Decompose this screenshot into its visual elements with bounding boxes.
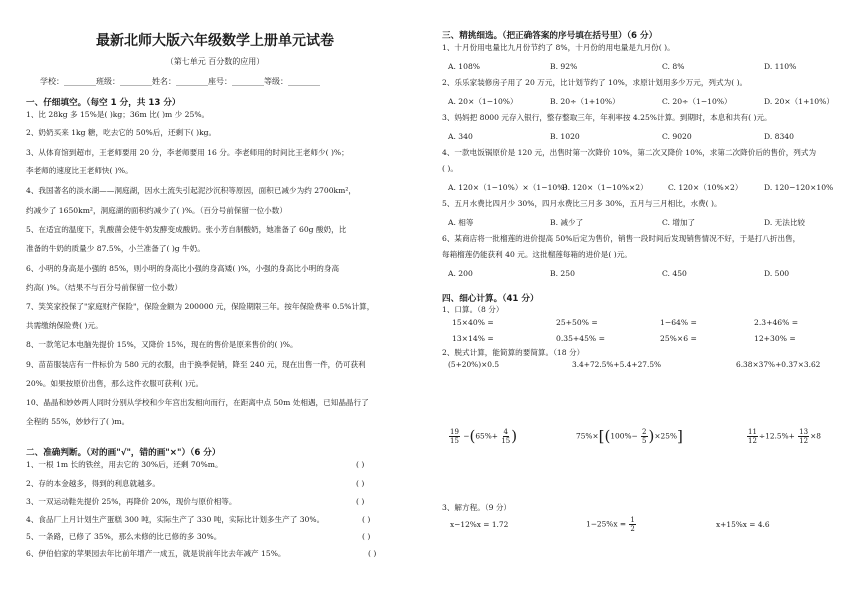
equation-2: 1−25%x = $\frac{1}{2}$ bbox=[586, 516, 635, 533]
answer-paren[interactable]: ( ) bbox=[356, 497, 365, 506]
s1-line: 7、笑笑家投保了"家庭财产保险"，保险金额为 200000 元，保险期限三年。按年保险费率 0.5%计算， bbox=[26, 302, 375, 311]
s3-question: 2、乐乐家装修房子用了 20 万元，比计划节约了 10%，求原计划用多少万元，列式为( )。 bbox=[442, 78, 748, 87]
s1-line: 共需缴纳保险费( )元。 bbox=[26, 321, 103, 330]
s2-item: 5、一条路，已修了 35%，那么未修的比已修的多 30%。 bbox=[26, 532, 222, 541]
page-title: 最新北师大版六年级数学上册单元试卷 bbox=[96, 33, 334, 49]
s3-option[interactable]: B. 1020 bbox=[550, 132, 580, 141]
s1-line: 全程的 55%，妙妙行了( )m。 bbox=[26, 417, 130, 426]
s3-question: 6、某商店将一批榴莲的进价提高 50%后定为售价，销售一段时间后发现销售情况不好，于是打八折出售， bbox=[442, 234, 801, 243]
oral-item: 0.35+45% = bbox=[556, 334, 605, 343]
calc-expr-1: (5+20%)×0.5 bbox=[448, 360, 500, 369]
oral-item: 1−64% = bbox=[660, 318, 697, 327]
calc-expr-3: 6.38×37%+0.37×3.62 bbox=[736, 360, 821, 369]
s2-item: 6、伊伯伯家的苹果园去年比前年增产一成五，就是说前年比去年减产 15%。 bbox=[26, 549, 286, 558]
s3-question: 5、五月水费比四月少 30%，四月水费比三月多 30%，五月与三月相比，水费( )。 bbox=[442, 199, 722, 208]
section2-heading: 二、准确判断。（对的画"√"，错的画"×"）（6 分） bbox=[26, 448, 221, 458]
section4-heading: 四、细心计算。（41 分） bbox=[442, 294, 539, 304]
s1-line: 1、比 28kg 多 15%是( )kg；36m 比( )m 少 25%。 bbox=[26, 110, 210, 119]
s3-option[interactable]: C. 8% bbox=[662, 62, 685, 71]
s1-line: 3、从体育馆到超市，王老师要用 20 分，李老师要用 16 分。李老师用的时间比王老师少( )%； bbox=[26, 148, 349, 157]
s3-option[interactable]: A. 340 bbox=[448, 132, 473, 141]
answer-paren[interactable]: ( ) bbox=[362, 515, 371, 524]
recursive-label: 2、脱式计算，能简算的要简算。（18 分） bbox=[442, 348, 585, 357]
calc-expr-4: $\frac{19}{15}$ −(65%+ $\frac{4}{15}$ ) bbox=[450, 427, 518, 445]
fraction: $\frac{19}{15}$ bbox=[450, 428, 459, 445]
equation-3: x+15%x = 4.6 bbox=[716, 520, 770, 529]
s3-option[interactable]: C. 450 bbox=[662, 269, 687, 278]
s1-line: 2、奶奶买来 1kg 糖，吃去它的 50%后，还剩下( )kg。 bbox=[26, 128, 217, 137]
answer-paren[interactable]: ( ) bbox=[362, 532, 371, 541]
s3-option[interactable]: D. 500 bbox=[764, 269, 790, 278]
calc-expr-2: 3.4+72.5%+5.4+27.5% bbox=[572, 360, 662, 369]
s2-item: 4、食品厂上月计划生产蛋糕 300 吨，实际生产了 330 吨，实际比计划多生产了 30%。 bbox=[26, 515, 325, 524]
calc-expr-5: 75%×[(100%− $\frac{2}{5}$ )×25%] bbox=[576, 427, 683, 445]
s3-option[interactable]: A. 20×（1−10%） bbox=[448, 97, 518, 106]
fraction: $\frac{1}{2}$ bbox=[630, 516, 635, 533]
oral-item: 12+30% = bbox=[754, 334, 796, 343]
fraction: $\frac{4}{15}$ bbox=[501, 428, 511, 445]
s2-item: 2、存的本金越多，得到的利息就越多。 bbox=[26, 479, 160, 488]
s3-question: 3、妈妈把 8000 元存入银行，整存整取三年，年利率按 4.25%计算。到期时，本息和共有( )元。 bbox=[442, 113, 772, 122]
oral-item: 2.3+46% = bbox=[754, 318, 799, 327]
oral-item: 15×40% = bbox=[452, 318, 494, 327]
s1-line: 李老师的速度比王老师快( )%。 bbox=[26, 166, 133, 175]
s3-question-cont: 每箱榴莲仍能获利 40 元。这批榴莲每箱的进价是( )元。 bbox=[442, 250, 632, 259]
s3-option[interactable]: B. 250 bbox=[550, 269, 575, 278]
s1-line: 6、小明的身高是小强的 85%，则小明的身高比小强的身高矮( )%，小强的身高比小明的身高 bbox=[26, 264, 340, 273]
s1-line: 准备的牛奶的质量少 87.5%，小兰准备了( )g 牛奶。 bbox=[26, 244, 205, 253]
calc-expr-6: $\frac{11}{12}$ ÷12.5%+ $\frac{13}{12}$ ×8 bbox=[748, 428, 821, 445]
section1-heading: 一、仔细填空。（每空 1 分，共 13 分） bbox=[26, 98, 181, 108]
s3-option[interactable]: C. 120×（10%×2） bbox=[668, 183, 743, 192]
oral-item: 13×14% = bbox=[452, 334, 494, 343]
oral-item: 25+50% = bbox=[556, 318, 598, 327]
equation-1: x−12%x = 1.72 bbox=[450, 520, 509, 529]
s1-line: 约高( )%。（结果不与百分号前保留一位小数） bbox=[26, 283, 183, 292]
s3-option[interactable]: C. 增加了 bbox=[662, 218, 696, 227]
fraction: $\frac{11}{12}$ bbox=[748, 428, 757, 445]
s3-option[interactable]: A. 120×（1−10%）×（1−10%） bbox=[448, 183, 573, 192]
s3-option[interactable]: D. 20×（1+10%） bbox=[764, 97, 834, 106]
fraction: $\frac{13}{12}$ bbox=[799, 428, 809, 445]
s3-option[interactable]: B. 120×（1−10%×2） bbox=[562, 183, 648, 192]
oral-item: 25%×6 = bbox=[660, 334, 697, 343]
s3-option[interactable]: D. 8340 bbox=[764, 132, 794, 141]
s1-line: 约减少了 1650km²，洞庭湖的面积约减少了( )%。（百分号前保留一位小数） bbox=[26, 206, 287, 215]
s1-line: 9、苗苗服装店有一件标价为 580 元的衣服，由于换季促销，降至 240 元，现在出售一件，仍可获利 bbox=[26, 360, 366, 369]
s2-item: 1、一根 1m 长的铁丝，用去它的 30%后，还剩 70%m。 bbox=[26, 460, 223, 469]
s3-question-cont: ( )。 bbox=[442, 164, 458, 173]
oral-label: 1、口算。（8 分） bbox=[442, 305, 504, 314]
student-info-line: 学校：________班级：________姓名：________座号：________等级：________ bbox=[40, 77, 320, 86]
s3-option[interactable]: D. 110% bbox=[764, 62, 797, 71]
s3-option[interactable]: D. 无法比较 bbox=[764, 218, 806, 227]
s3-option[interactable]: B. 92% bbox=[550, 62, 578, 71]
answer-paren[interactable]: ( ) bbox=[356, 479, 365, 488]
right-column bbox=[430, 0, 860, 608]
s3-option[interactable]: A. 108% bbox=[448, 62, 481, 71]
s1-line: 20%。如果按原价出售，那么这件衣服可获利( )元。 bbox=[26, 379, 204, 388]
page-subtitle: （第七单元 百分数的应用） bbox=[165, 57, 265, 66]
s1-line: 8、一款笔记本电脑先提价 15%，又降价 15%，现在的售价是原来售价的( )%。 bbox=[26, 340, 298, 349]
s3-option[interactable]: A. 200 bbox=[448, 269, 473, 278]
s2-item: 3、一双运动鞋先提价 25%，再降价 20%，现价与原价相等。 bbox=[26, 497, 237, 506]
section3-heading: 三、精挑细选。（把正确答案的序号填在括号里）（6 分） bbox=[442, 31, 658, 41]
answer-paren[interactable]: ( ) bbox=[356, 460, 365, 469]
s3-option[interactable]: B. 20÷（1+10%） bbox=[550, 97, 620, 106]
s1-line: 4、我国著名的淡水湖——洞庭湖，因水土流失引起泥沙沉积等原因，面积已减少为约 2700km²， bbox=[26, 186, 356, 195]
s3-question: 4、一款电饭锅原价是 120 元，出售时第一次降价 10%，第二次又降价 10%，求第二次降价后的售价，列式为 bbox=[442, 148, 817, 157]
s3-option[interactable]: C. 9020 bbox=[662, 132, 692, 141]
fraction: $\frac{2}{5}$ bbox=[642, 428, 647, 445]
s3-option[interactable]: A. 相等 bbox=[448, 218, 474, 227]
equation-label: 3、解方程。（9 分） bbox=[442, 503, 512, 512]
s1-line: 10、晶晶和妙妙两人同时分别从学校和少年宫出发相向而行，在距离中点 50m 处相遇，已知晶晶行了 bbox=[26, 398, 369, 407]
s3-option[interactable]: D. 120−120×10% bbox=[764, 183, 834, 192]
answer-paren[interactable]: ( ) bbox=[368, 549, 377, 558]
s3-option[interactable]: C. 20÷（1−10%） bbox=[662, 97, 732, 106]
s1-line: 5、在适宜的温度下，乳酸菌会使牛奶发酵变成酸奶。张小芳自制酸奶，她准备了 60g 酸奶，比 bbox=[26, 225, 347, 234]
s3-option[interactable]: B. 减少了 bbox=[550, 218, 584, 227]
s3-question: 1、十月份用电量比九月份节约了 8%，十月份的用电量是九月份( )。 bbox=[442, 43, 675, 52]
